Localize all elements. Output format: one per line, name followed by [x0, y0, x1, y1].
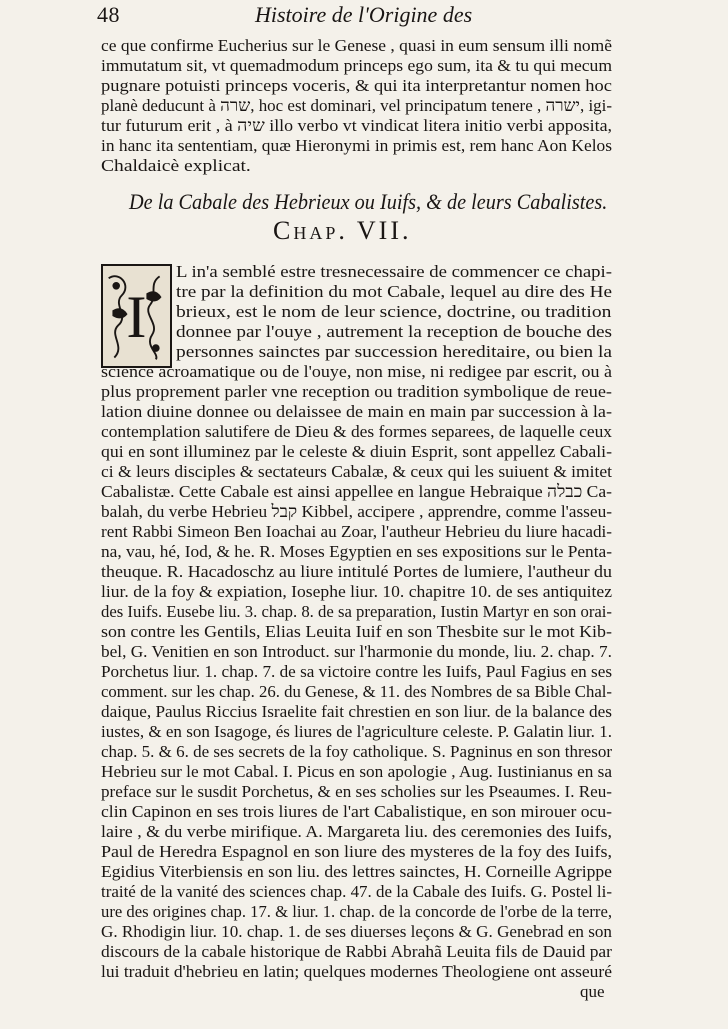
text-line: tur futurum erit , à שיה illo verbo vt vindicat litera initio verbi apposita, — [101, 116, 612, 135]
section-title: De la Cabale des Hebrieux ou Iuifs, & de leurs Cabalistes. — [129, 189, 608, 214]
text-line: qui en sont illuminez par le celeste & diuin Esprit, sont appellez Cabali- — [101, 442, 612, 461]
text-line: personnes sainctes par succession hereditaire, ou bien la — [176, 342, 612, 361]
text-line: iustes, & en son Isagoge, és liures de l'agriculture celeste. P. Galatin liur. 1. — [101, 722, 612, 741]
text-line: daique, Paulus Riccius Israelite fait chrestien en son liur. de la balance des — [101, 702, 612, 721]
text-line: contemplation salutifere de Dieu & des formes separees, de laquelle ceux — [101, 422, 612, 441]
text-line: Paul de Heredra Espagnol en son liure des mysteres de la foy des Iuifs, — [101, 842, 612, 861]
text-line: laire , & du verbe mirifique. A. Margareta liu. des ceremonies des Iuifs, — [101, 822, 612, 841]
text-line: liur. de la foy & expiation, Iosephe liur. 10. chapitre 10. de ses antiquitez — [101, 582, 612, 601]
page-number: 48 — [97, 2, 120, 27]
text-line: brieux, est le nom de leur science, doctrine, ou tradition — [176, 302, 612, 321]
text-line: chap. 5. & 6. de ses secrets de la foy catholique. S. Pagninus en son thresor — [101, 742, 612, 761]
drop-cap-letter: I — [126, 283, 147, 351]
running-head-title: Histoire de l'Origine des — [255, 2, 473, 27]
text-line: Porchetus liur. 1. chap. 7. de sa victoire contre les Iuifs, Paul Fagius en ses — [101, 662, 612, 681]
text-line: plus proprement parler vne reception ou tradition symbolique de reue- — [101, 382, 612, 401]
text-line: planè deducunt à שרה, hoc est dominari, vel principatum tenere , ישרה, igi- — [101, 96, 612, 115]
text-line: lation diuine donnee ou delaissee de main en main par succession à la- — [101, 402, 612, 421]
text-line: preface sur le susdit Porchetus, & en ses scholies sur les Pseaumes. I. Reu- — [101, 782, 612, 801]
text-line: L in'a semblé estre tresnecessaire de commencer ce chapi- — [176, 262, 612, 281]
text-line: theuque. R. Hacadoschz au liure intitulé Portes de lumiere, l'autheur du — [101, 562, 612, 581]
text-line: lui traduit d'hebrieu en latin; quelques modernes Theologiene ont asseuré — [101, 962, 612, 981]
running-head — [97, 2, 597, 32]
text-line: in hanc ita sententiam, quæ Hieronymi in primis est, rem hanc Aon Kelos — [101, 136, 612, 155]
text-line: rent Rabbi Simeon Ben Ioachai au Zoar, l'autheur Hebrieu du liure hacadi- — [101, 522, 612, 541]
text-line: des Iuifs. Eusebe liu. 3. chap. 8. de sa preparation, Iustin Martyr en son orai- — [101, 602, 612, 621]
decorated-initial — [101, 264, 172, 368]
text-line: pugnare potuisti princeps voceris, & qui ita interpretantur nomen hoc — [101, 76, 612, 95]
text-line: balah, du verbe Hebrieu קבל Kibbel, accipere , apprendre, comme l'asseu- — [101, 502, 612, 521]
text-line: bel, G. Venitien en son Introduct. sur l'harmonie du monde, liu. 2. chap. 7. — [101, 642, 612, 661]
text-line: discours de la cabale historique de Rabbi Abrahã Leuita fils de Dauid par — [101, 942, 612, 961]
text-line: ci & leurs disciples & sectateurs Cabalæ, & ceux qui les suiuent & imitet — [101, 462, 612, 481]
text-line: na, vau, hé, Iod, & he. R. Moses Egyptien en ses expositions sur le Penta- — [101, 542, 612, 561]
text-line: science acroamatique ou de l'ouye, non mise, ni redigee par escrit, ou à — [101, 362, 612, 381]
text-line: immutatum sit, vt quemadmodum princeps ego sum, ita & tu qui mecum — [101, 56, 612, 75]
text-line: Hebrieu sur le mot Cabal. I. Picus en son apologie , Aug. Iustinianus en sa — [101, 762, 612, 781]
text-line: ure des origines chap. 17. & liur. 1. chap. de la concorde de l'orbe de la terre, — [101, 902, 612, 921]
text-line: Egidius Viterbiensis en son liu. des lettres sainctes, H. Corneille Agrippe — [101, 862, 612, 881]
text-line: donnee par l'ouye , autrement la reception de bouche des — [176, 322, 612, 341]
ornament-initial-icon — [103, 266, 170, 366]
catchword: que — [580, 982, 605, 1001]
text-line: traité de la vanité des sciences chap. 47. de la Cabale des Iuifs. G. Postel li- — [101, 882, 612, 901]
text-line: tre par la definition du mot Cabale, lequel au dire des He — [176, 282, 612, 301]
text-line: clin Capinon en ses trois liures de l'art Cabalistique, en son mirouer ocu- — [101, 802, 612, 821]
text-line: comment. sur les chap. 26. du Genese, & 11. des Nombres de sa Bible Chal- — [101, 682, 612, 701]
text-line: G. Rhodigin liur. 10. chap. 1. de ses diuerses leçons & G. Genebrad en son — [101, 922, 612, 941]
text-line: Chaldaicè explicat. — [101, 156, 251, 175]
text-line: ce que confirme Eucherius sur le Genese , quasi in eum sensum illi nomẽ — [101, 36, 612, 55]
text-line: Cabalistæ. Cette Cabale est ainsi appellee en langue Hebraique כבלה Ca- — [101, 482, 612, 501]
text-line: son contre les Gentils, Elias Leuita Iuif en son Thesbite sur le mot Kib- — [101, 622, 612, 641]
chapter-heading: Chap. VII. — [273, 216, 412, 245]
